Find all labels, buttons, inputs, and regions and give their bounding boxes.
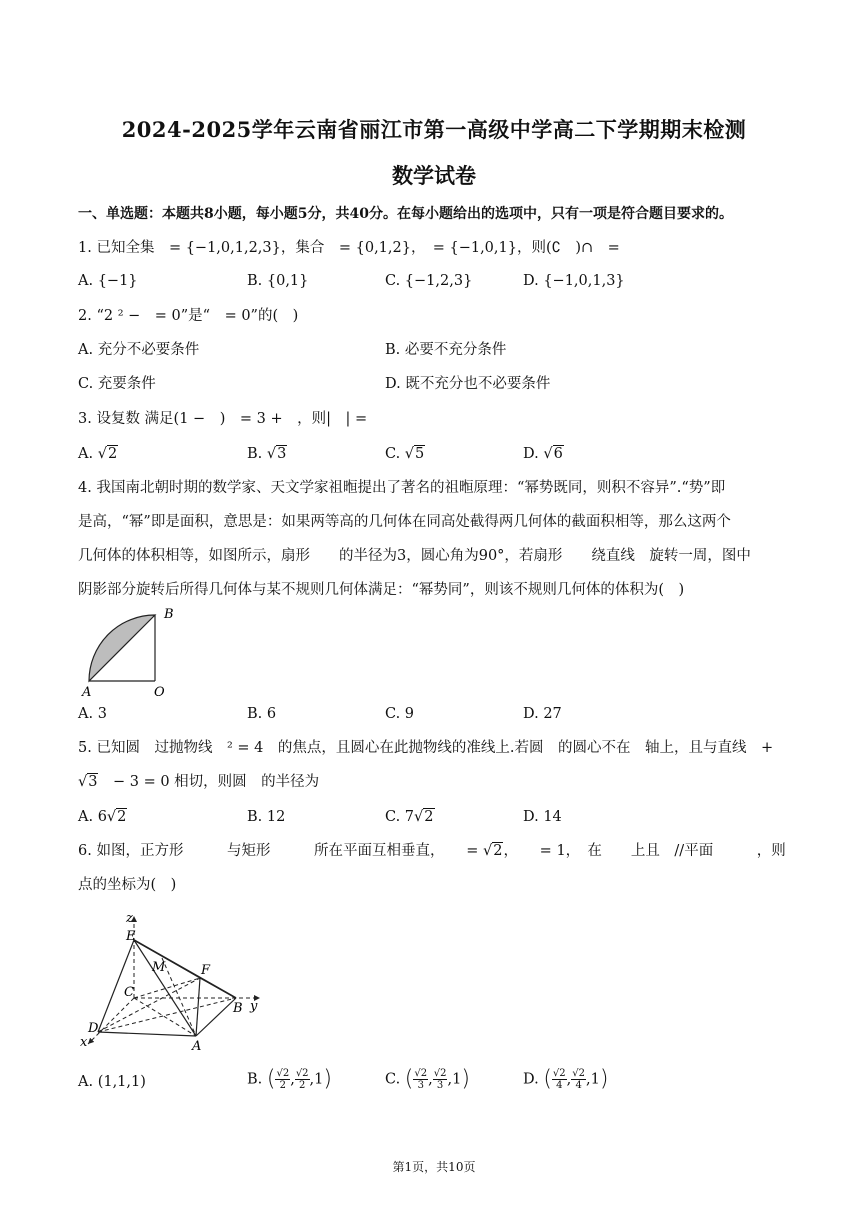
q4-option-a: A. 3	[78, 706, 107, 722]
q1-option-d: D. {−1,0,1,3}	[523, 273, 625, 289]
q3-option-b: B. √3	[247, 446, 287, 462]
label-a: A	[82, 685, 92, 700]
label-d: D	[88, 1021, 99, 1036]
q1-option-a: A. {−1}	[78, 273, 138, 289]
q6-option-b: B. ( $\frac{√2}{2}$ , $\frac{√2}{2}$ ,1)	[247, 1066, 332, 1092]
cube-figure	[72, 908, 272, 1053]
label-z: z	[126, 911, 133, 926]
q4-line-3: 几何体的体积相等，如图所示，扇形 的半径为3，圆心角为90°，若扇形 绕直线 旋转一周，图中	[78, 548, 751, 564]
label-f: F	[201, 963, 211, 978]
q2-option-c: C. 充要条件	[78, 376, 156, 392]
q5-option-d: D. 14	[523, 809, 562, 825]
q4-option-c: C. 9	[385, 706, 415, 722]
q4-option-b: B. 6	[247, 706, 277, 722]
q2-option-d: D. 既不充分也不必要条件	[385, 376, 551, 392]
q2-option-a: A. 充分不必要条件	[78, 342, 200, 358]
q3-option-a: A. √2	[78, 446, 118, 462]
q6-line-1: 6. 如图，正方形 与矩形 所在平面互相垂直， = √2， = 1， 在 上且 //平面 ，则	[78, 843, 786, 859]
q4-line-2: 是高，“幂”即是面积，意思是：如果两等高的几何体在同高处截得两几何体的截面积相等，那么这两个	[78, 514, 731, 530]
label-c: C	[124, 985, 134, 1000]
q5-option-a: A. 6√2	[78, 809, 127, 825]
shaded-segment	[89, 615, 155, 681]
exam-subtitle: 数学试卷	[392, 163, 476, 188]
q3-option-d: D. √6	[523, 446, 563, 462]
q6-option-a: A. (1,1,1)	[78, 1074, 146, 1090]
q6-option-c: C. ( $\frac{√2}{3}$ , $\frac{√2}{3}$ ,1)	[385, 1066, 470, 1092]
label-y: y	[250, 999, 258, 1014]
label-x: x	[80, 1035, 88, 1050]
edge-fb	[200, 978, 236, 998]
edge-ca	[134, 998, 196, 1036]
q5-option-b: B. 12	[247, 809, 286, 825]
q2-stem: 2. “2 ² − = 0”是“ = 0”的( )	[78, 308, 299, 324]
q3-stem: 3. 设复数 满足(1 − ) = 3 + ，则| | =	[78, 411, 368, 427]
q4-line-1: 4. 我国南北朝时期的数学家、天文学家祖暅提出了著名的祖暅原理：“幂势既同，则积不容异”.“势”即	[78, 480, 726, 496]
sector-figure	[78, 604, 188, 700]
label-o: O	[154, 685, 165, 700]
q3-option-c: C. √5	[385, 446, 425, 462]
label-b: B	[233, 1001, 243, 1016]
q6-line-2: 点的坐标为( )	[78, 877, 177, 893]
edge-ea	[134, 940, 196, 1036]
edge-ab	[196, 998, 236, 1036]
section-heading: 一、单选题：本题共8小题，每小题5分，共40分。在每小题给出的选项中，只有一项是符合题目要求的。	[78, 206, 733, 222]
q4-line-4: 阴影部分旋转后所得几何体与某不规则几何体满足：“幂势同”，则该不规则几何体的体积为( )	[78, 582, 685, 598]
label-b: B	[164, 607, 174, 622]
q5-line-2: √3 − 3 = 0 相切，则圆 的半径为	[78, 774, 320, 790]
edge-ma	[162, 958, 196, 1036]
edge-db	[98, 998, 236, 1032]
q1-option-b: B. {0,1}	[247, 273, 309, 289]
q5-option-c: C. 7√2	[385, 809, 434, 825]
q2-option-b: B. 必要不充分条件	[385, 342, 507, 358]
page-footer: 第1页，共10页	[392, 1160, 476, 1174]
edge-da	[98, 1032, 196, 1036]
q5-line-1: 5. 已知圆 过抛物线 ² = 4 的焦点，且圆心在此抛物线的准线上.若圆 的圆心不在 轴上，且与直线 +	[78, 740, 774, 756]
edge-fa	[196, 978, 200, 1036]
label-e: E	[126, 929, 136, 944]
exam-title: 2024-2025学年云南省丽江市第一高级中学高二下学期期末检测	[121, 117, 747, 142]
edge-ef	[134, 940, 200, 978]
q1-option-c: C. {−1,2,3}	[385, 273, 473, 289]
label-a: A	[192, 1039, 202, 1053]
q1-stem: 1. 已知全集 = {−1,0,1,2,3}，集合 = {0,1,2}， = {−1,0,1}，则(∁ )∩ =	[78, 240, 620, 256]
label-m: M	[152, 960, 166, 975]
q4-option-d: D. 27	[523, 706, 562, 722]
q6-option-d: D. ( $\frac{√2}{4}$ , $\frac{√2}{4}$ ,1)	[523, 1066, 609, 1092]
edge-df	[98, 978, 200, 1032]
